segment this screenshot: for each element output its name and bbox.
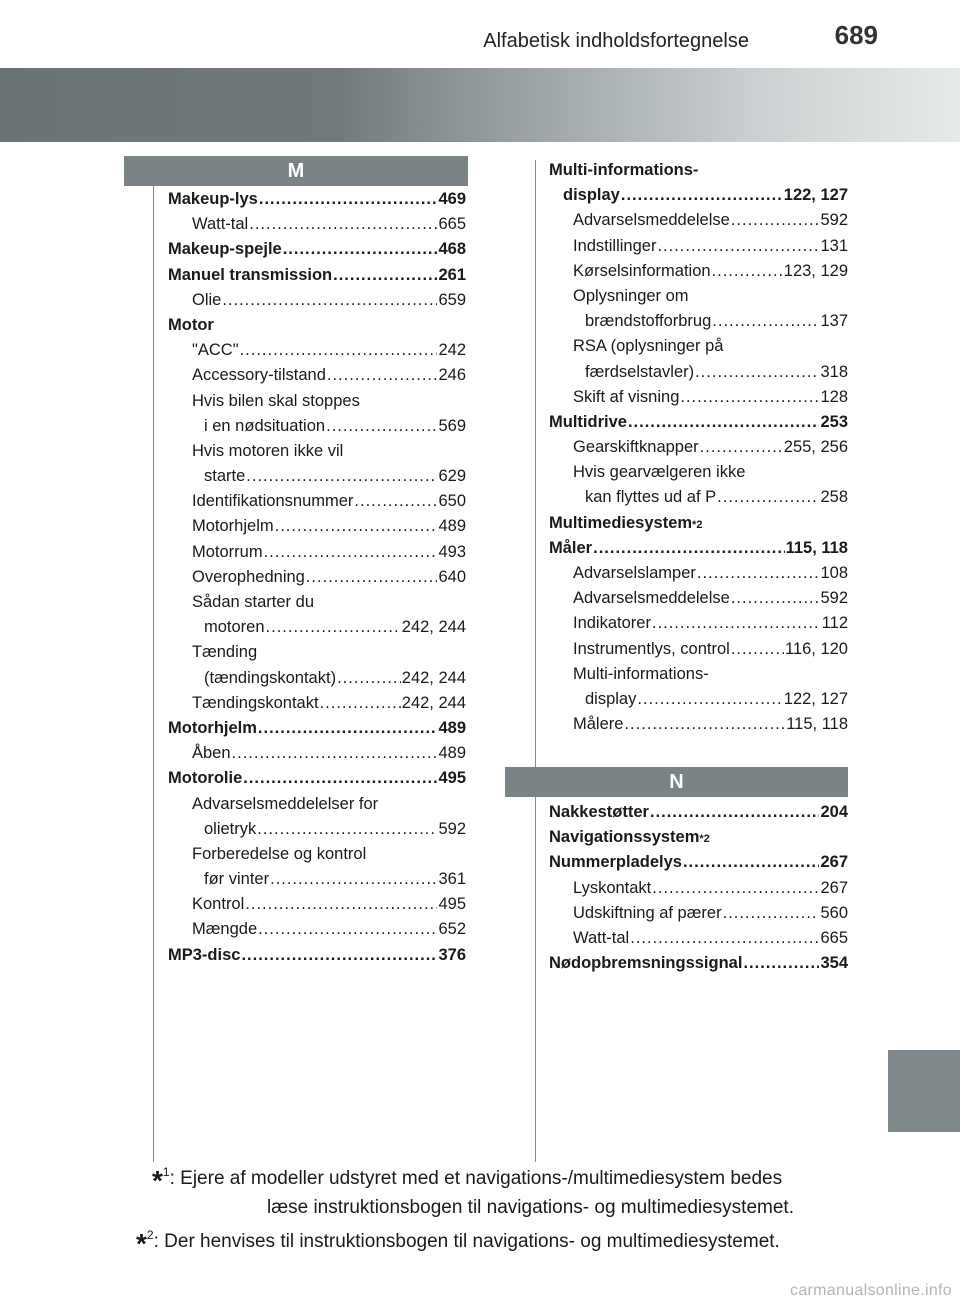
dot-leader — [240, 338, 438, 363]
entry-label: Hvis gearvælgeren ikke — [573, 463, 746, 482]
entry-page-ref: 137 — [820, 312, 848, 331]
entry-label: Hvis motoren ikke vil — [192, 441, 344, 460]
dot-leader — [306, 565, 438, 590]
entry-page-ref: 493 — [438, 542, 466, 561]
dot-leader — [283, 237, 438, 262]
index-entry — [549, 687, 848, 712]
entry-label: Åben — [192, 744, 231, 763]
entry-label: Multidrive — [549, 412, 627, 431]
entry-label: Tændingskontakt — [192, 693, 319, 712]
dot-leader — [337, 666, 401, 691]
dot-leader — [275, 514, 438, 539]
index-entry — [549, 309, 848, 334]
entry-label: Multi-informations- — [573, 664, 709, 683]
dot-leader — [243, 766, 437, 791]
entry-label: Motorrum — [192, 542, 263, 561]
dot-leader — [245, 892, 437, 917]
index-entry — [168, 212, 466, 237]
index-entry — [549, 208, 848, 233]
entry-label: brændstofforbrug — [585, 312, 712, 331]
entry-page-ref: 318 — [820, 362, 848, 381]
dot-leader — [652, 876, 819, 901]
entry-label: Advarselsmeddelelser for — [192, 794, 379, 813]
index-entry — [168, 943, 466, 968]
dot-leader — [333, 263, 437, 288]
index-entry — [168, 867, 466, 892]
entry-label: Motorhjelm — [192, 517, 274, 536]
entry-label: Kørselsinformation — [573, 261, 711, 280]
entry-label: (tændingskontakt) — [204, 668, 337, 687]
index-entry — [168, 666, 466, 691]
entry-page-ref: 204 — [820, 803, 848, 821]
watermark: carmanualsonline.info — [790, 1282, 952, 1299]
index-entry — [168, 237, 466, 262]
entry-label: færdselstavler) — [585, 362, 695, 381]
entry-label: display — [585, 689, 637, 708]
entry-page-ref: 267 — [820, 853, 848, 872]
dot-leader — [731, 586, 820, 611]
section-header-m: M — [124, 156, 468, 186]
entry-page-ref: 569 — [438, 416, 466, 435]
index-entry — [549, 259, 848, 284]
index-entry — [168, 590, 466, 615]
entry-label: Instrumentlys, control — [573, 639, 730, 658]
footnote-1-number: 1 — [162, 1165, 170, 1179]
entry-page-ref: 495 — [438, 769, 466, 788]
dot-leader — [657, 234, 819, 259]
index-entry — [168, 414, 466, 439]
index-entry — [549, 460, 848, 485]
entry-label: Indstillinger — [573, 236, 657, 255]
index-entry — [168, 187, 466, 212]
index-entry — [549, 536, 848, 561]
entry-label: display — [563, 186, 620, 205]
dot-leader — [241, 943, 437, 968]
dot-leader — [354, 489, 437, 514]
index-entry — [168, 514, 466, 539]
dot-leader — [700, 435, 783, 460]
entry-label: MP3-disc — [168, 945, 241, 964]
entry-label: Nummerpladelys — [549, 853, 682, 872]
index-entry — [168, 615, 466, 640]
entry-page-ref: 489 — [438, 517, 466, 536]
entry-label: Accessory-tilstand — [192, 366, 326, 385]
entry-page-ref: 128 — [820, 387, 848, 406]
chapter-side-tab — [888, 1050, 960, 1132]
dot-leader — [259, 187, 438, 212]
entry-label: før vinter — [204, 870, 270, 889]
section-header-n: N — [505, 767, 848, 797]
entry-label: Motor — [168, 315, 214, 334]
index-entry — [549, 901, 848, 926]
index-entry — [549, 951, 848, 976]
entry-page-ref: 489 — [438, 718, 466, 737]
dot-leader — [249, 212, 437, 237]
dot-leader — [327, 363, 438, 388]
index-entry — [168, 741, 466, 766]
entry-label: Oplysninger om — [573, 286, 689, 305]
entry-page-ref: 242 — [438, 341, 466, 360]
index-entry — [168, 263, 466, 288]
entry-label: Tænding — [192, 643, 258, 662]
index-entry — [168, 540, 466, 565]
footnote-2-text: : Der henvises til instruktionsbogen til navigations- og multimediesystemet. — [153, 1231, 780, 1252]
index-entry — [549, 611, 848, 636]
footnote-2-marker: * — [136, 1228, 147, 1259]
index-entry — [549, 800, 848, 825]
index-entry — [549, 637, 848, 662]
dot-leader — [683, 850, 820, 875]
index-entry — [168, 363, 466, 388]
index-entry: Multimediesystem *2 — [549, 511, 848, 536]
entry-label: Hvis bilen skal stoppes — [192, 391, 360, 410]
entry-label: Forberedelse og kontrol — [192, 844, 367, 863]
entry-label: kan flyttes ud af P — [585, 488, 717, 507]
index-entry — [549, 876, 848, 901]
entry-label: Watt-tal — [573, 928, 630, 947]
entry-label: Advarselsmeddelelse — [573, 211, 730, 230]
dot-leader — [624, 712, 785, 737]
footnote-1-line2: læse instruktionsbogen til navigations- og multimediesystemet. — [267, 1197, 794, 1218]
dot-leader — [222, 288, 437, 313]
entry-page-ref: 560 — [820, 903, 848, 922]
index-entry — [549, 158, 848, 183]
index-entry — [549, 435, 848, 460]
footnote-2 — [136, 1228, 856, 1257]
entry-label: motoren — [204, 618, 265, 637]
entry-label: Indikatorer — [573, 614, 651, 633]
entry-page-ref: 267 — [820, 878, 848, 897]
dot-leader — [246, 464, 437, 489]
index-entry — [549, 561, 848, 586]
entry-page-ref: 495 — [438, 895, 466, 914]
index-entry — [549, 586, 848, 611]
dot-leader — [628, 410, 820, 435]
index-entry — [168, 489, 466, 514]
index-entry — [168, 817, 466, 842]
entry-label: Multi-informations- — [549, 161, 699, 179]
index-entry — [168, 389, 466, 414]
entry-page-ref: 115, 118 — [786, 715, 848, 734]
entry-page-ref: 592 — [820, 211, 848, 230]
entry-page-ref: 242, 244 — [401, 668, 466, 687]
entry-page-ref: 489 — [438, 744, 466, 763]
index-entry — [549, 410, 848, 435]
dot-leader — [717, 485, 819, 510]
entry-page-ref: 468 — [438, 240, 466, 259]
index-entry — [549, 712, 848, 737]
entry-label: Måler — [549, 538, 593, 557]
index-entry — [168, 842, 466, 867]
entry-label: Skift af visning — [573, 387, 680, 406]
dot-leader — [695, 360, 819, 385]
entry-page-ref: 592 — [820, 589, 848, 608]
left-column-divider — [153, 185, 154, 1162]
entry-page-ref: 665 — [820, 928, 848, 947]
entry-page-ref: 115, 118 — [785, 538, 848, 557]
index-entry — [168, 766, 466, 791]
footnote-1-line1: : Ejere af modeller udstyret med et navigations-/multimediesystem bedes — [169, 1168, 783, 1189]
dot-leader — [257, 817, 437, 842]
entry-page-ref: 629 — [438, 467, 466, 486]
index-entry — [549, 234, 848, 259]
index-entry — [549, 850, 848, 875]
entry-label: Overophedning — [192, 567, 305, 586]
entry-label: Nakkestøtter — [549, 803, 649, 821]
dot-leader — [266, 615, 401, 640]
entry-page-ref: 242, 244 — [401, 618, 466, 637]
index-entry — [549, 360, 848, 385]
header-band — [0, 68, 960, 142]
entry-page-ref: 116, 120 — [784, 639, 848, 658]
dot-leader — [712, 259, 783, 284]
dot-leader — [697, 561, 820, 586]
index-entry — [549, 926, 848, 951]
dot-leader — [258, 917, 437, 942]
index-entry — [549, 183, 848, 208]
index-entry — [168, 565, 466, 590]
index-entry: Navigationssystem *2 — [549, 825, 848, 850]
index-list-n — [549, 800, 848, 976]
entry-page-ref: 123, 129 — [783, 261, 848, 280]
entry-label: Makeup-lys — [168, 190, 258, 208]
entry-label: Watt-tal — [192, 215, 249, 234]
index-entry — [168, 892, 466, 917]
index-entry — [549, 334, 848, 359]
index-entry — [549, 385, 848, 410]
entry-page-ref: 354 — [820, 954, 848, 973]
entry-page-ref: 361 — [438, 870, 466, 889]
entry-page-ref: 659 — [438, 290, 466, 309]
entry-label: Manuel transmission — [168, 265, 333, 284]
dot-leader — [637, 687, 782, 712]
entry-label: Motorhjelm — [168, 718, 257, 737]
dot-leader — [326, 414, 437, 439]
entry-page-ref: 122, 127 — [783, 689, 848, 708]
entry-page-ref: 469 — [438, 190, 466, 208]
dot-leader — [652, 611, 821, 636]
dot-leader — [650, 800, 820, 825]
index-entry — [168, 917, 466, 942]
page-title: Alfabetisk indholdsfortegnelse — [483, 30, 749, 52]
entry-page-ref: 592 — [438, 819, 466, 838]
right-column-divider — [535, 160, 536, 1162]
entry-label: "ACC" — [192, 341, 239, 360]
index-entry — [168, 792, 466, 817]
index-entry — [549, 284, 848, 309]
index-entry — [549, 485, 848, 510]
dot-leader — [723, 901, 820, 926]
entry-label: RSA (oplysninger på — [573, 337, 724, 356]
entry-page-ref: 108 — [820, 564, 848, 582]
index-entry — [168, 716, 466, 741]
index-entry — [549, 662, 848, 687]
footnote-1 — [152, 1165, 852, 1221]
entry-page-ref: 640 — [438, 567, 466, 586]
entry-label: i en nødsituation — [204, 416, 326, 435]
entry-label: Kontrol — [192, 895, 245, 914]
entry-label: Advarselsmeddelelse — [573, 589, 730, 608]
entry-label: olietryk — [204, 819, 257, 838]
entry-label: Udskiftning af pærer — [573, 903, 722, 922]
index-entry — [168, 691, 466, 716]
entry-label: starte — [204, 467, 246, 486]
dot-leader — [232, 741, 438, 766]
entry-page-ref: 376 — [438, 945, 466, 964]
entry-label: Gearskiftknapper — [573, 438, 699, 457]
dot-leader — [731, 637, 784, 662]
index-entry — [168, 439, 466, 464]
page-number: 689 — [834, 20, 878, 50]
index-entry — [168, 640, 466, 665]
entry-label: Olie — [192, 290, 222, 309]
index-entry — [168, 288, 466, 313]
dot-leader — [593, 536, 784, 561]
index-entry — [168, 464, 466, 489]
entry-label: Navigationssystem — [549, 828, 700, 847]
footnote-2-number: 2 — [146, 1228, 154, 1242]
entry-page-ref: 242, 244 — [401, 693, 466, 712]
dot-leader — [258, 716, 438, 741]
entry-page-ref: 253 — [820, 412, 848, 431]
dot-leader — [320, 691, 401, 716]
entry-label: Advarselslamper — [573, 564, 696, 582]
index-entry — [168, 338, 466, 363]
entry-page-ref: 650 — [438, 492, 466, 511]
entry-page-ref: 652 — [438, 920, 466, 939]
entry-label: Sådan starter du — [192, 593, 314, 611]
entry-page-ref: 665 — [438, 215, 466, 234]
index-list-m-left — [168, 187, 466, 968]
dot-leader — [743, 951, 819, 976]
entry-label: Mængde — [192, 920, 258, 939]
entry-label: Multimediesystem — [549, 513, 693, 532]
entry-page-ref: 112 — [821, 614, 848, 633]
dot-leader — [712, 309, 819, 334]
index-list-m-right — [549, 158, 848, 737]
entry-page-ref: 131 — [820, 236, 848, 255]
entry-label: Motorolie — [168, 769, 243, 788]
entry-page-ref: 122, 127 — [783, 186, 848, 205]
dot-leader — [731, 208, 820, 233]
entry-label: Målere — [573, 715, 624, 734]
index-entry — [168, 313, 466, 338]
entry-label: Nødopbremsningssignal — [549, 954, 743, 973]
entry-page-ref: 246 — [438, 366, 466, 385]
entry-label: Lyskontakt — [573, 878, 652, 897]
entry-page-ref: 261 — [438, 265, 466, 284]
footnote-1-marker: * — [152, 1165, 163, 1196]
dot-leader — [264, 540, 438, 565]
dot-leader — [270, 867, 437, 892]
entry-page-ref: 255, 256 — [783, 438, 848, 457]
dot-leader — [630, 926, 819, 951]
entry-label: Identifikationsnummer — [192, 492, 354, 511]
dot-leader — [680, 385, 819, 410]
entry-label: Makeup-spejle — [168, 240, 282, 259]
entry-page-ref: 258 — [820, 488, 848, 507]
dot-leader — [621, 183, 783, 208]
